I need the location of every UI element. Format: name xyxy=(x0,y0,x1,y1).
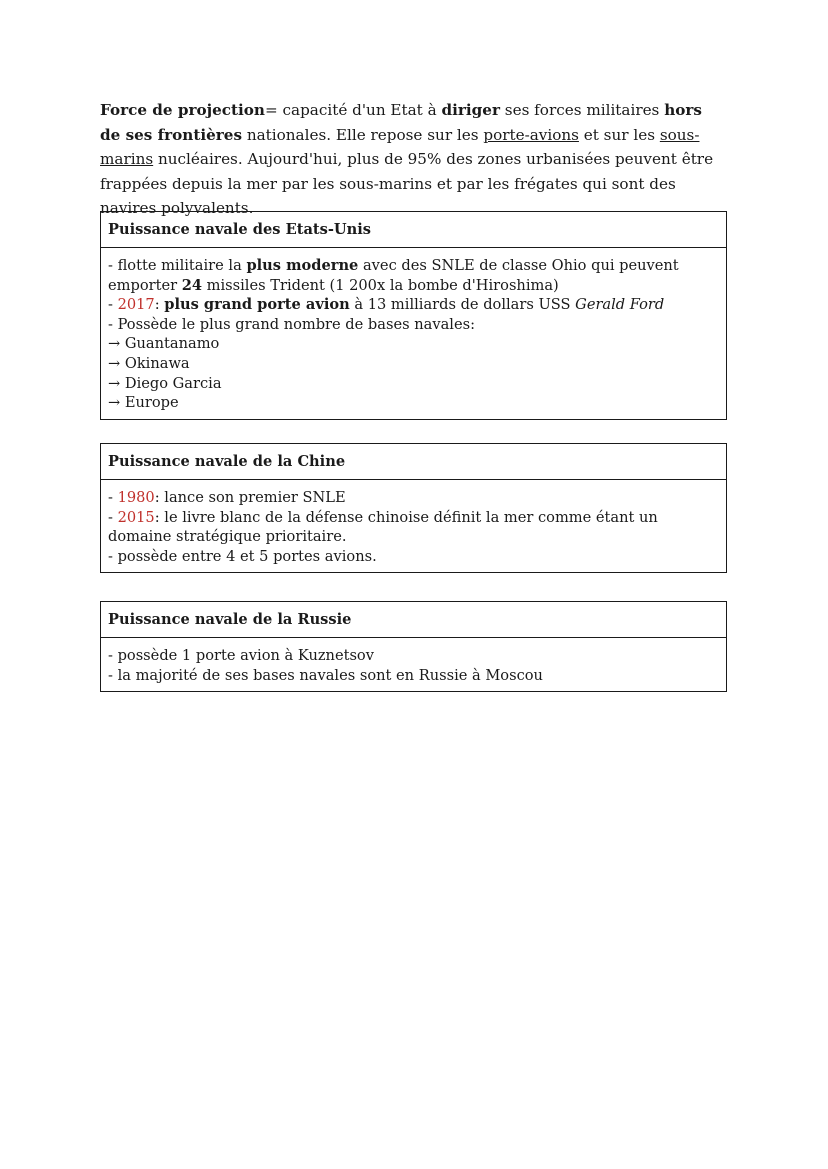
box-russie-title: Puissance navale de la Russie xyxy=(101,602,726,638)
text: : xyxy=(154,296,165,314)
usa-line-bases: - Possède le plus grand nombre de bases navales: xyxy=(108,315,475,333)
box-russie xyxy=(100,601,727,692)
usa-line-2017 xyxy=(108,295,719,315)
box-russie-body xyxy=(101,638,726,691)
text: : le livre blanc de la défense chinoise définit la mer comme étant un domaine stratégique prioritaire. xyxy=(108,508,658,546)
russie-line-carrier: - possède 1 porte avion à Kuznetsov xyxy=(108,647,374,664)
document-page xyxy=(100,98,727,684)
chine-line-1980 xyxy=(108,488,719,508)
intro-text: et sur les xyxy=(578,125,660,144)
usa-base-item: → Europe xyxy=(108,394,179,412)
text-bold: plus moderne xyxy=(246,257,359,274)
text: - xyxy=(108,296,118,314)
chine-line-carriers: - possède entre 4 et 5 portes avions. xyxy=(108,547,377,565)
year-red: 2015 xyxy=(117,508,155,526)
box-chine xyxy=(100,443,727,573)
usa-base-item: → Okinawa xyxy=(108,354,190,372)
text: : lance son premier SNLE xyxy=(154,489,346,506)
year-red: 1980 xyxy=(117,489,155,506)
text-bold: 24 xyxy=(181,276,203,294)
term-force-de-projection: Force de projection xyxy=(100,101,265,119)
text: à 13 milliards de dollars USS xyxy=(349,296,576,314)
text-bold: plus grand porte avion xyxy=(164,296,350,314)
usa-line-fleet xyxy=(108,256,719,295)
term-porte-avions: porte-avions xyxy=(483,125,579,144)
usa-base-item: → Diego Garcia xyxy=(108,374,222,392)
intro-text: ses forces militaires xyxy=(499,101,665,119)
text-italic: Gerald Ford xyxy=(575,296,665,314)
intro-text: nationales. Elle repose sur les xyxy=(242,125,484,144)
text: - flotte militaire la xyxy=(108,257,247,274)
chine-line-2015 xyxy=(108,508,719,547)
box-usa-title: Puissance navale des Etats-Unis xyxy=(101,212,726,248)
text: avec des SNLE de classe Ohio qui peuvent emporter xyxy=(108,257,679,294)
text: missiles Trident (1 200x la bombe d'Hiroshima) xyxy=(202,276,559,294)
intro-text: nucléaires. Aujourd'hui, plus de 95% des zones urbanisées peuvent être frappées depuis la mer par les sous-marins et par les frégates qui sont des navires polyvalents. xyxy=(100,150,714,217)
box-usa xyxy=(100,211,727,420)
text: - xyxy=(108,489,118,506)
year-red: 2017 xyxy=(117,296,155,314)
box-chine-body xyxy=(101,480,726,572)
box-usa-body xyxy=(101,248,726,419)
russie-line-bases: - la majorité de ses bases navales sont en Russie à Moscou xyxy=(108,666,543,684)
box-chine-title: Puissance navale de la Chine xyxy=(101,444,726,480)
usa-base-item: → Guantanamo xyxy=(108,335,220,353)
term-diriger: diriger xyxy=(441,101,500,119)
intro-text: = capacité d'un Etat à xyxy=(264,101,442,119)
term-sous-marins: sous-marins xyxy=(100,125,700,168)
text: - xyxy=(108,508,118,526)
term-hors-frontieres: hors de ses frontières xyxy=(100,101,702,144)
intro-paragraph xyxy=(100,98,727,221)
